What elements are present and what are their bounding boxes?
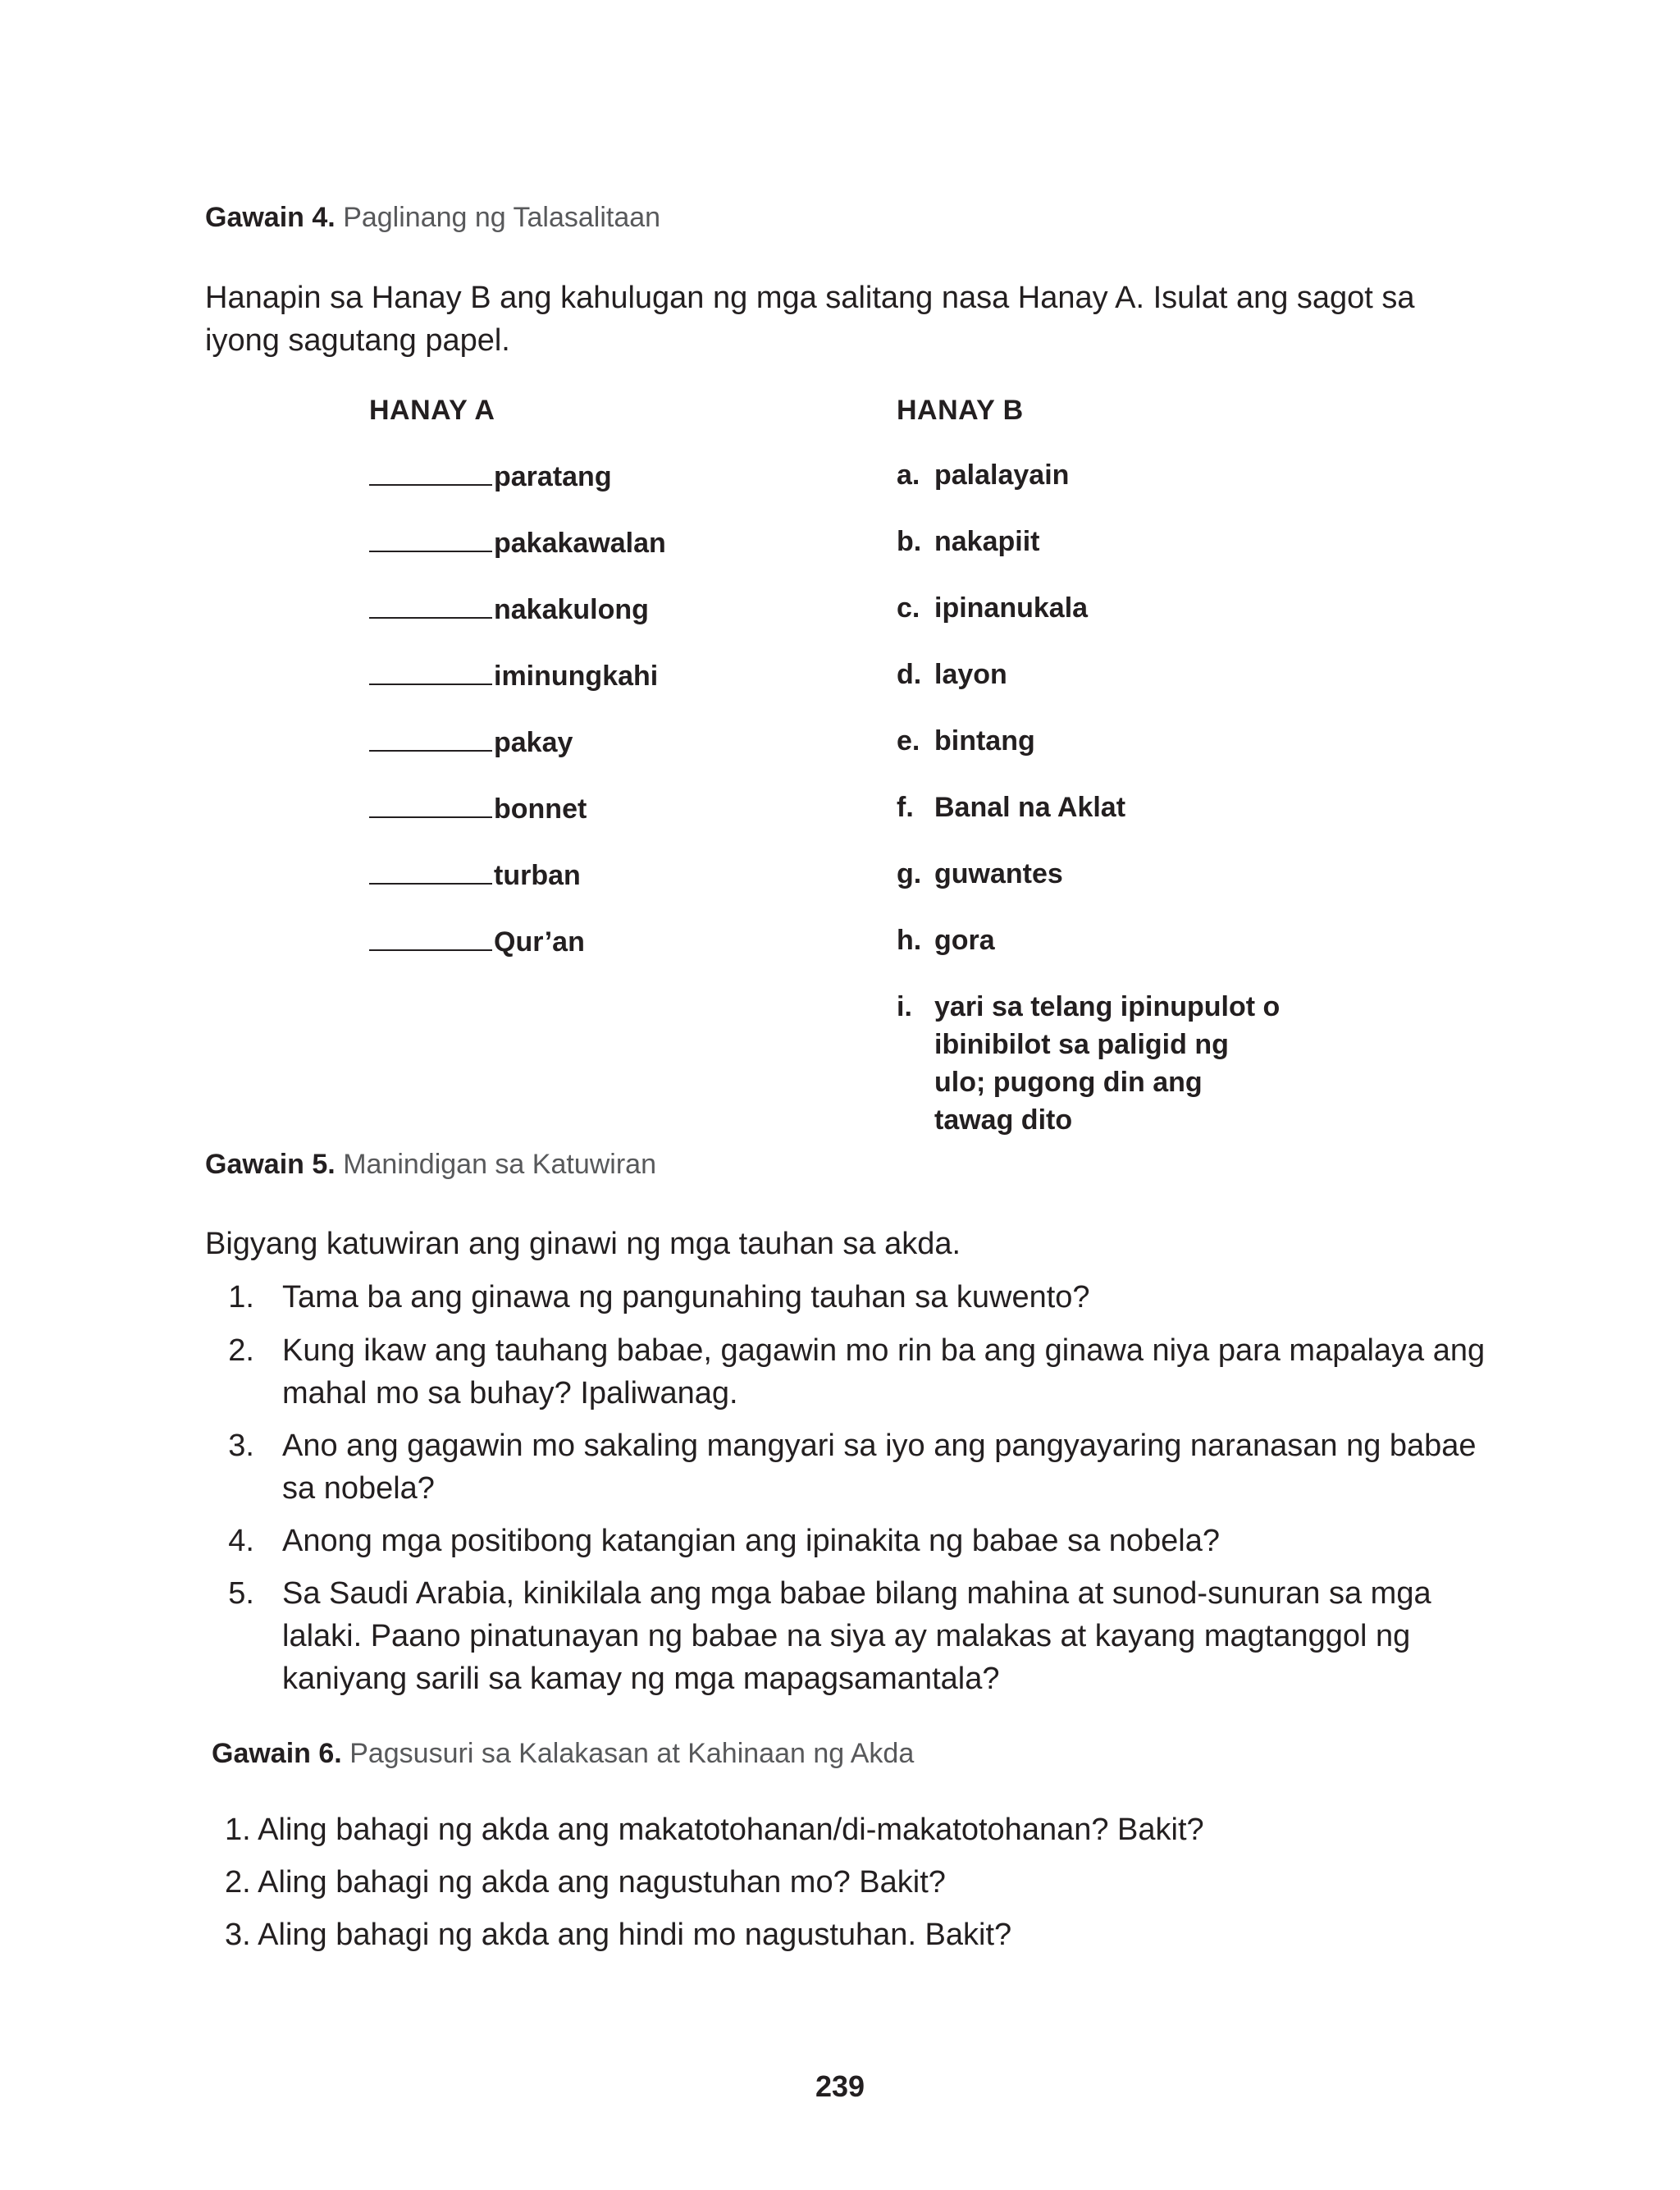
answer-blank[interactable] — [369, 659, 492, 685]
answer-blank[interactable] — [369, 858, 492, 885]
question-item: 4. Anong mga positibong katangian ang ipinakita ng babae sa nobela? — [228, 1524, 1221, 1558]
gawain6-title: Pagsusuri sa Kalakasan at Kahinaan ng Akda — [349, 1738, 915, 1769]
hanay-b-item: a. palalayain — [897, 459, 1070, 491]
question-item: 1. Tama ba ang ginawa ng pangunahing tauhan sa kuwento? — [228, 1280, 1090, 1314]
hanay-a-item: paratang — [369, 459, 612, 493]
answer-blank[interactable] — [369, 792, 492, 818]
answer-blank[interactable] — [369, 725, 492, 752]
hanay-a-item: Qur’an — [369, 925, 585, 958]
gawain4-instruction: Hanapin sa Hanay B ang kahulugan ng mga salitang nasa Hanay A. Isulat ang sagot sa iyong sagutang papel. — [205, 281, 1415, 358]
gawain5-heading — [205, 1149, 656, 1181]
gawain5-label: Gawain 5. — [205, 1149, 336, 1180]
hanay-b-item: c. ipinanukala — [897, 592, 1089, 624]
hanay-b-item: e. bintang — [897, 725, 1035, 757]
hanay-a-heading: HANAY A — [369, 395, 495, 426]
hanay-a-item: iminungkahi — [369, 659, 658, 693]
hanay-a-item: pakakawalan — [369, 526, 666, 560]
hanay-a-item: turban — [369, 858, 581, 892]
page-number: 239 — [815, 2069, 865, 2103]
hanay-b-heading: HANAY B — [897, 395, 1024, 426]
answer-blank[interactable] — [369, 526, 492, 552]
gawain5-title: Manindigan sa Katuwiran — [343, 1149, 656, 1180]
answer-blank[interactable] — [369, 925, 492, 951]
hanay-b-item: b. nakapiit — [897, 526, 1040, 557]
answer-blank[interactable] — [369, 459, 492, 486]
hanay-b-item: f. Banal na Aklat — [897, 792, 1126, 823]
hanay-a-item: bonnet — [369, 792, 587, 825]
question-item: 2. Kung ikaw ang tauhang babae, gagawin mo rin ba ang ginawa niya para mapalaya ang mahal mo sa buhay? Ipaliwanag. — [228, 1333, 1486, 1410]
gawain4-label: Gawain 4. — [205, 202, 336, 233]
hanay-b-item: i. yari sa telang ipinupulot o ibinibilot sa paligid ng ulo; pugong din ang tawag dito — [897, 991, 1281, 1136]
gawain4-title: Paglinang ng Talasalitaan — [343, 202, 661, 233]
hanay-b-item: d. layon — [897, 659, 1007, 690]
answer-blank[interactable] — [369, 592, 492, 619]
gawain5-instruction: Bigyang katuwiran ang ginawi ng mga tauhan sa akda. — [205, 1227, 961, 1261]
gawain6-heading — [212, 1738, 914, 1770]
hanay-a-item: pakay — [369, 725, 573, 759]
hanay-b-item: h. gora — [897, 925, 995, 956]
gawain6-question: 1. Aling bahagi ng akda ang makatotohanan/di-makatotohanan? Bakit? — [225, 1813, 1204, 1847]
gawain6-label: Gawain 6. — [212, 1738, 342, 1769]
gawain6-question: 3. Aling bahagi ng akda ang hindi mo nagustuhan. Bakit? — [225, 1918, 1012, 1952]
hanay-b-item: g. guwantes — [897, 858, 1063, 889]
hanay-a-item: nakakulong — [369, 592, 649, 626]
gawain6-question: 2. Aling bahagi ng akda ang nagustuhan mo? Bakit? — [225, 1865, 946, 1900]
gawain4-heading — [205, 202, 660, 234]
question-item: 5. Sa Saudi Arabia, kinikilala ang mga babae bilang mahina at sunod-sunuran sa mga lalaki. Paano pinatunayan ng babae na siya ay malakas at kayang magtanggol ng kaniyang sarili sa kamay ng mga mapagsamantala? — [228, 1576, 1431, 1696]
question-item: 3. Ano ang gagawin mo sakaling mangyari sa iyo ang pangyayaring naranasan ng babae sa nobela? — [228, 1429, 1477, 1506]
